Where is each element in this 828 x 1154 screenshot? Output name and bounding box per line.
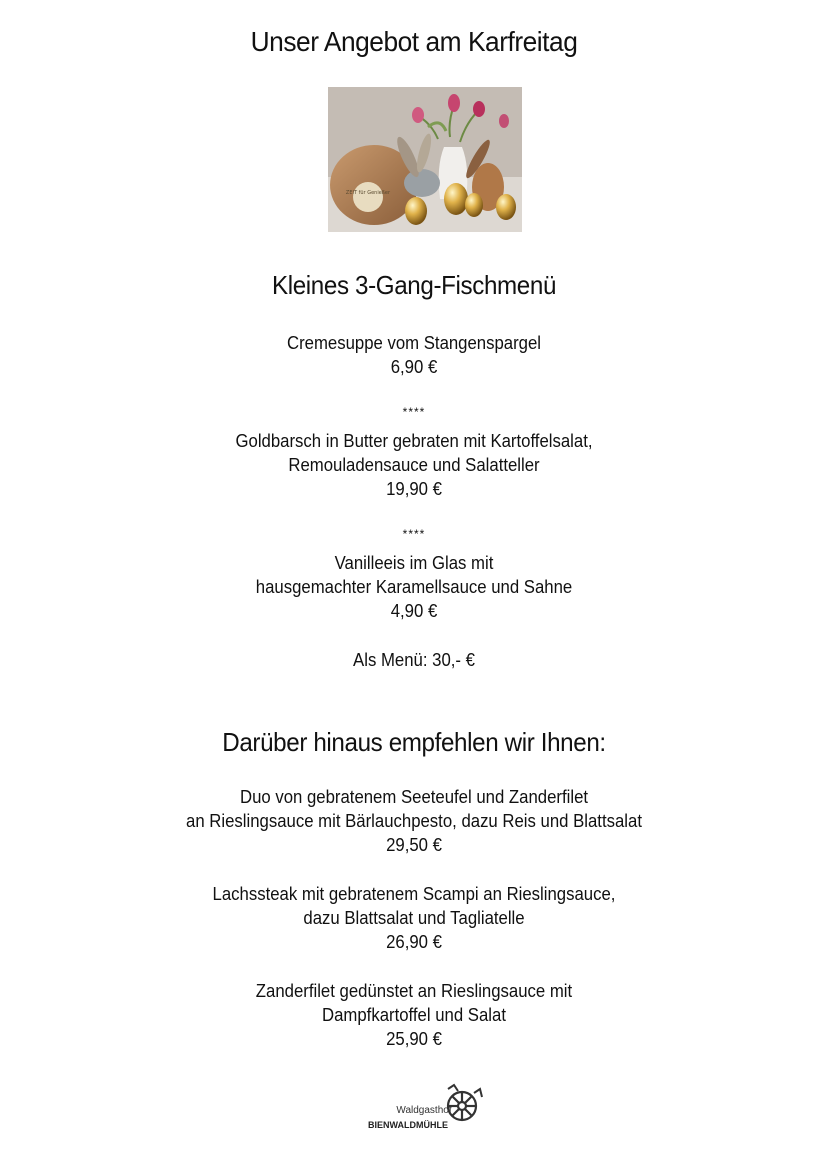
recommendations-title: Darüber hinaus empfehlen wir Ihnen: <box>222 727 606 757</box>
separator: **** <box>402 527 426 541</box>
waldgasthof-logo <box>362 1083 492 1139</box>
mill-wheel-icon <box>362 1083 492 1139</box>
course-3-line-2: hausgemachter Karamellsauce und Sahne <box>255 577 573 597</box>
recommendation-2-line-2: dazu Blattsalat und Tagliatelle <box>303 908 525 928</box>
course-1-name: Cremesuppe vom Stangenspargel <box>286 333 542 353</box>
logo-line-1: Waldgasthof <box>396 1105 452 1116</box>
recommendation-3-line-1: Zanderfilet gedünstet an Rieslingsauce mit <box>255 981 573 1001</box>
page-title: Unser Angebot am Karfreitag <box>250 26 578 57</box>
course-1-price: 6,90 € <box>390 357 438 377</box>
recommendation-2-price: 26,90 € <box>386 932 442 952</box>
recommendation-2-line-1: Lachssteak mit gebratenem Scampi an Rieslingsauce, <box>212 884 616 904</box>
recommendation-1-price: 29,50 € <box>386 835 442 855</box>
course-2-price: 19,90 € <box>386 479 442 499</box>
separator: **** <box>402 405 426 419</box>
menu-title: Kleines 3-Gang-Fischmenü <box>271 270 557 300</box>
easter-decoration-photo <box>328 87 522 232</box>
course-2-line-2: Remouladensauce und Salatteller <box>288 455 540 475</box>
course-3-line-1: Vanilleeis im Glas mit <box>334 553 494 573</box>
recommendation-1-line-1: Duo von gebratenem Seeteufel und Zanderfilet <box>239 787 589 807</box>
course-3-price: 4,90 € <box>390 601 438 621</box>
menu-total-price: Als Menü: 30,- € <box>353 650 475 670</box>
sign-text: ZEIT für Genießer <box>345 190 391 196</box>
easter-bunnies-image <box>328 87 522 232</box>
recommendation-1-line-2: an Rieslingsauce mit Bärlauchpesto, dazu Reis und Blattsalat <box>186 811 642 831</box>
recommendation-3-price: 25,90 € <box>386 1029 442 1049</box>
recommendation-3-line-2: Dampfkartoffel und Salat <box>322 1005 506 1025</box>
logo-line-2: BIENWALDMÜHLE <box>368 1120 448 1130</box>
course-2-line-1: Goldbarsch in Butter gebraten mit Kartoffelsalat, <box>235 431 593 451</box>
